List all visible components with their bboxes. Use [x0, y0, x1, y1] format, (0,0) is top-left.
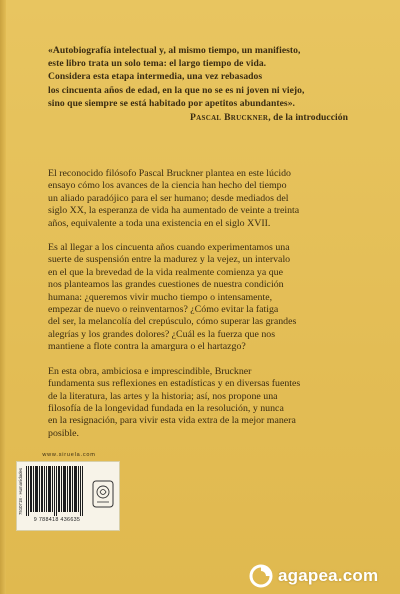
- text-line: de la literatura, las artes y la historia; así, nos propone una: [48, 390, 278, 402]
- agapea-swirl-icon: [248, 563, 274, 589]
- text-line: en la resignación, para vivir esta vida extra de la mejor manera: [48, 415, 296, 427]
- text-line: un aliado paradójico para el ser humano; desde mediados del: [48, 192, 289, 204]
- quote-line: los cincuenta años de edad, en la que no se es ni joven ni viejo,: [48, 84, 305, 96]
- barcode-icon: [26, 466, 84, 516]
- text-line: nos planteamos las grandes cuestiones de nuestra condición: [48, 279, 284, 291]
- publisher-url: www.siruela.com: [42, 452, 96, 458]
- synopsis-paragraph-1: [48, 168, 354, 230]
- synopsis-paragraph-3: [48, 366, 354, 440]
- text-line: fundamenta sus reflexiones en estadísticas y en diversas fuentes: [48, 378, 301, 390]
- synopsis: [48, 168, 354, 452]
- text-line: Es al llegar a los cincuenta años cuando experimentamos una: [48, 242, 290, 254]
- publisher-seal-icon: [92, 480, 114, 508]
- text-line: humana: ¿queremos vivir mucho tiempo o intensamente,: [48, 291, 273, 303]
- quote-line: este libro trata un solo tema: el largo tiempo de vida.: [48, 58, 267, 70]
- quote-author: Pascal Bruckner: [190, 112, 269, 124]
- spine-edge: [0, 0, 6, 594]
- text-line: años, equivalente a toda una existencia en el siglo XVII.: [48, 217, 271, 229]
- quote-credit: [48, 111, 348, 124]
- isbn-side-label: 7510718 · Humanidades: [18, 467, 23, 515]
- text-line: posible.: [48, 427, 79, 439]
- cover-quote: [48, 44, 348, 124]
- text-line: empezar de nuevo o reinventarnos? ¿Cómo evitar la fatiga: [48, 304, 279, 316]
- text-line: El reconocido filósofo Pascal Bruckner plantea en este lúcido: [48, 168, 291, 179]
- isbn-number: 9 788418 436635: [33, 517, 81, 523]
- watermark-text: agapea.com: [278, 566, 379, 585]
- text-line: ensayo cómo los avances de la ciencia han hecho del tiempo: [48, 180, 287, 192]
- quote-line: Considera esta etapa intermedia, una vez rebasados: [48, 71, 263, 83]
- text-line: del ser, la melancolía del crepúsculo, cómo superar las grandes: [48, 316, 297, 328]
- quote-line: «Autobiografía intelectual y, al mismo tiempo, un manifiesto,: [48, 45, 301, 56]
- text-line: filosofía de la longevidad fundada en la resolución, y nunca: [48, 402, 284, 414]
- text-line: siglo XX, la esperanza de vida ha aumentado de veinte a treinta: [48, 205, 300, 217]
- text-line: en el que la brevedad de la vida realmente comienza ya que: [48, 266, 283, 278]
- text-line: mantiene a flote contra la amargura o el hartazgo?: [48, 341, 246, 353]
- watermark: [248, 558, 398, 594]
- text-line: En esta obra, ambiciosa e imprescindible, Bruckner: [48, 365, 252, 377]
- text-line: alegrías y los grandes dolores? ¿Cuál es la fuerza que nos: [48, 328, 276, 340]
- text-line: suerte de suspensión entre la madurez y la vejez, un intervalo: [48, 254, 291, 266]
- quote-source: , de la introducción: [268, 112, 348, 124]
- synopsis-paragraph-2: [48, 242, 354, 354]
- quote-line: sino que siempre se está habitado por apetitos abundantes».: [48, 97, 296, 109]
